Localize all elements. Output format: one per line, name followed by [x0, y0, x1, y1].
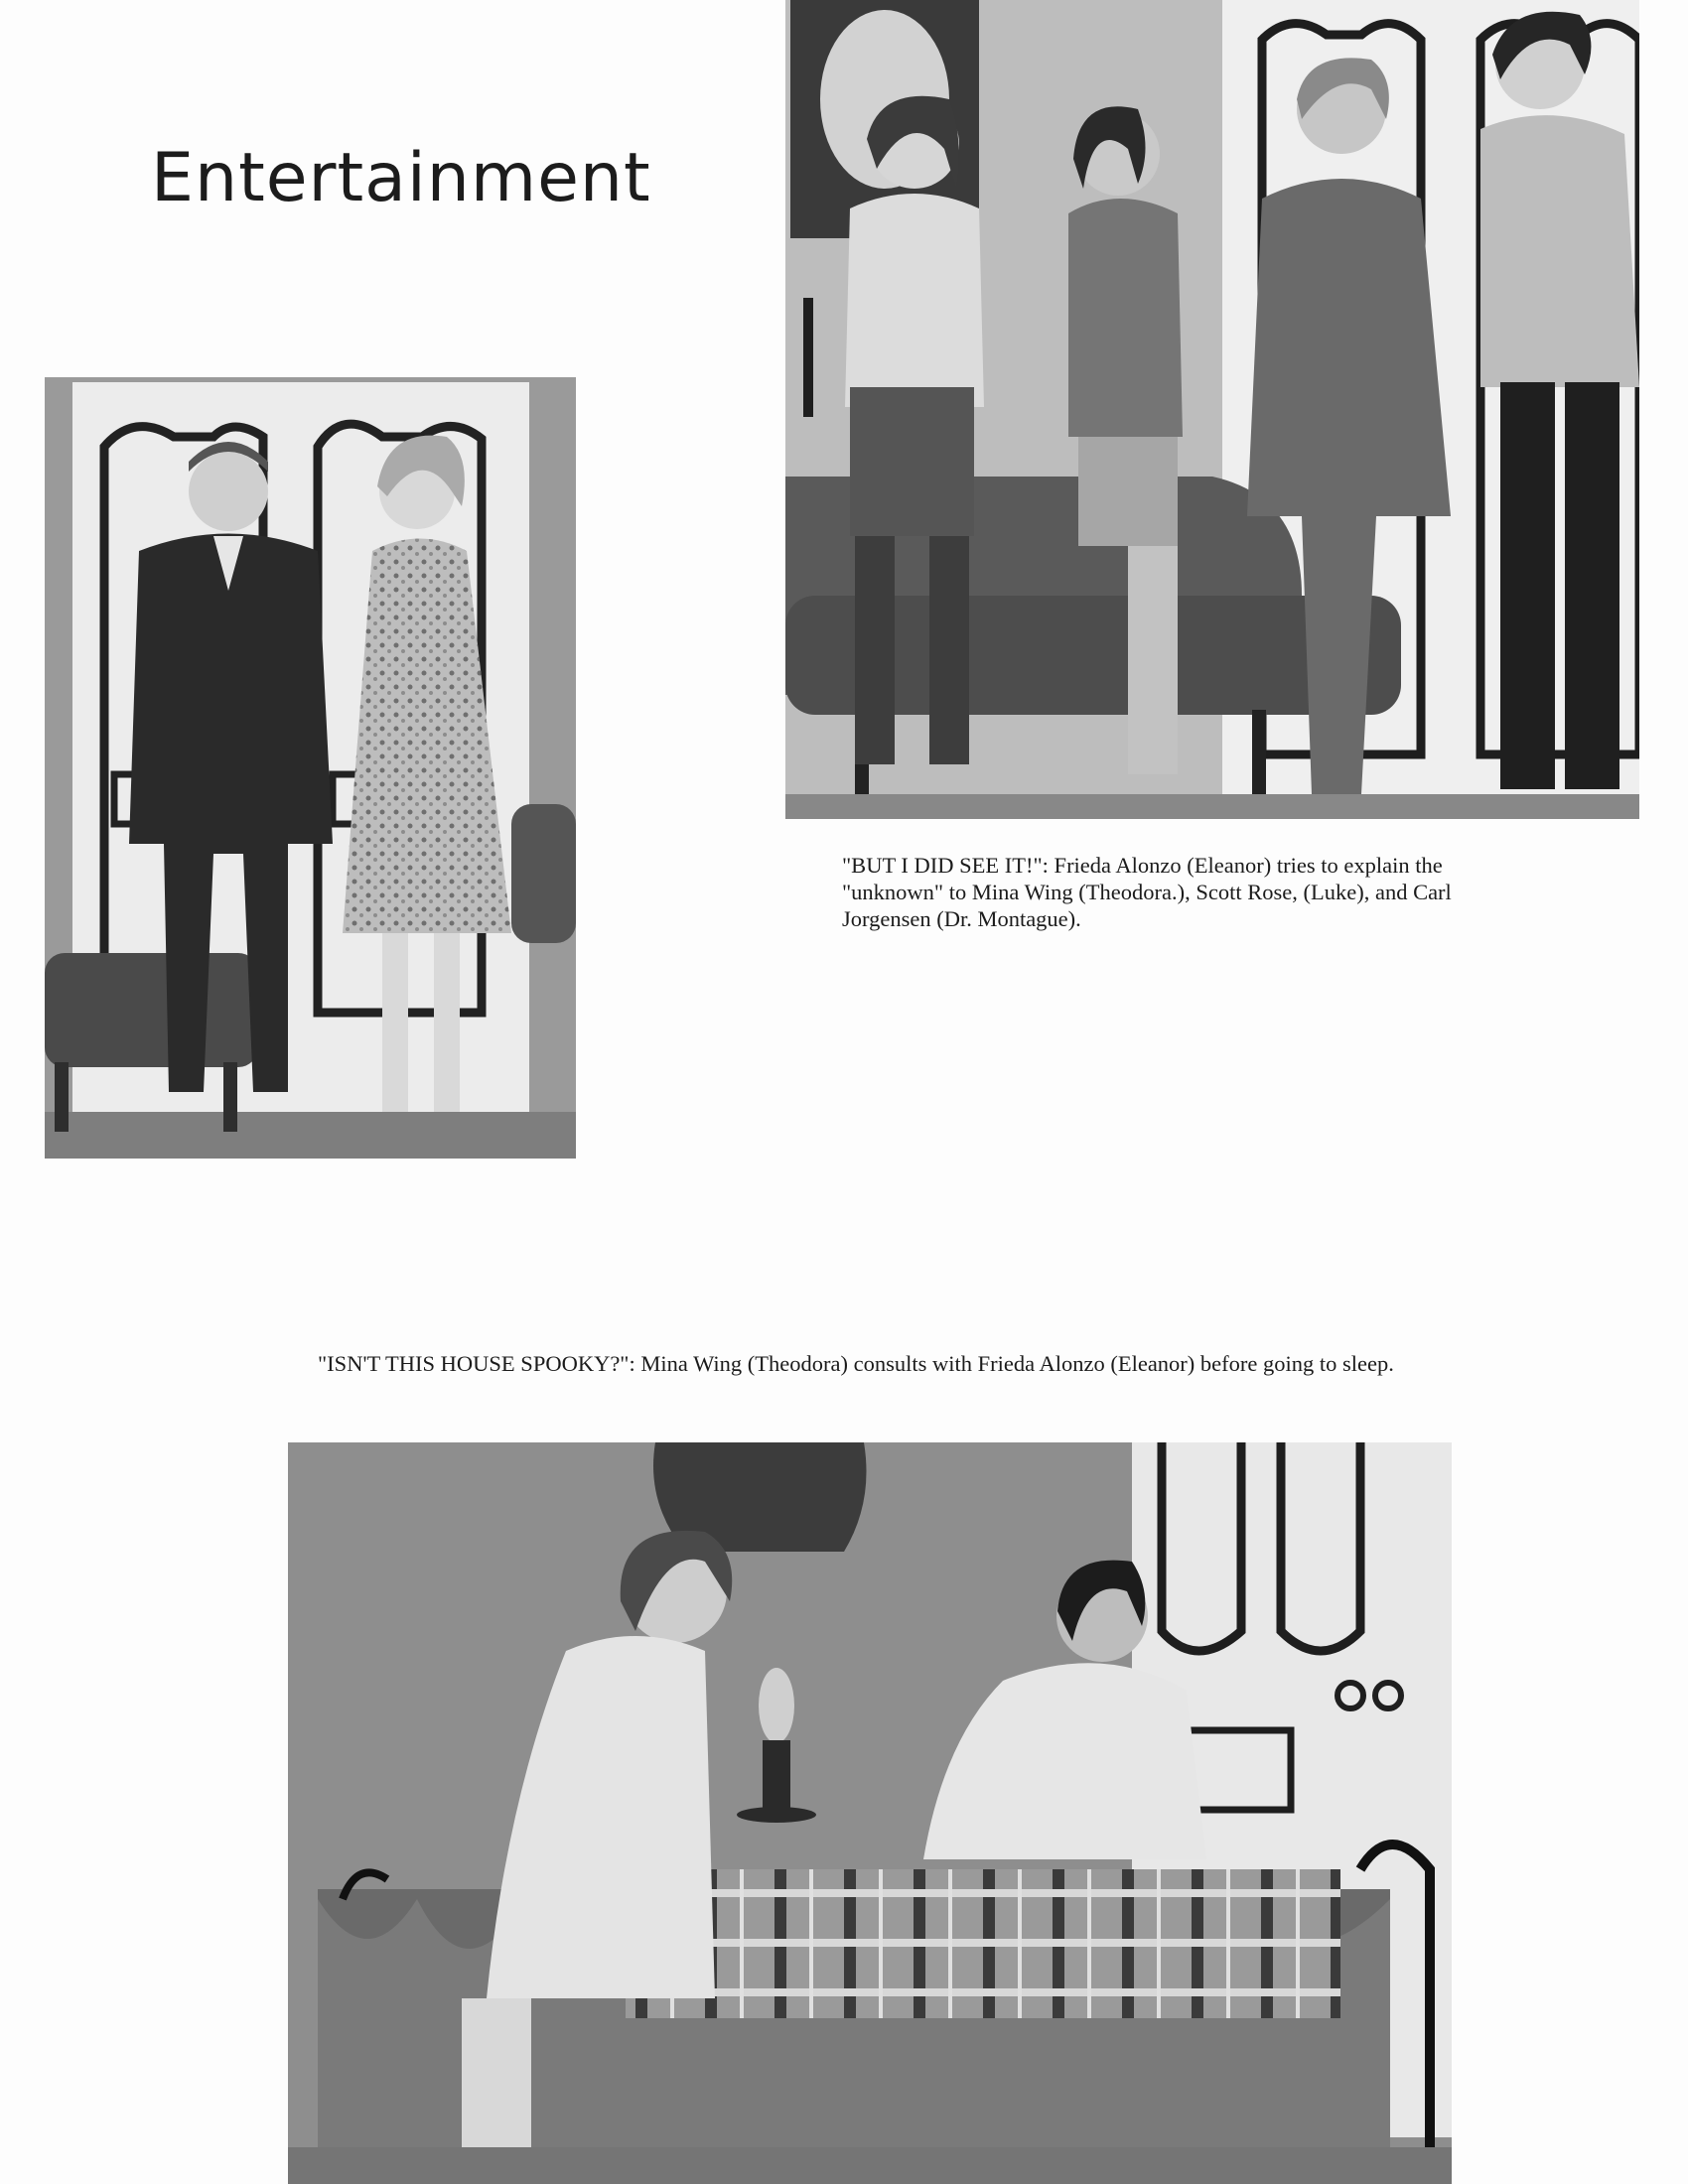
photo-caption-isnt-this-house-spooky: "ISN'T THIS HOUSE SPOOKY?": Mina Wing (Theodora) consults with Frieda Alonzo (Eleanor) before going to sleep.	[318, 1351, 1394, 1376]
group-scene-photo	[785, 0, 1639, 819]
page-title: Entertainment	[151, 139, 651, 217]
photo-caption-but-i-did-see-it: "BUT I DID SEE IT!": Frieda Alonzo (Eleanor) tries to explain the "unknown" to Mina Wing (Theodora.), Scott Rose, (Luke), and Carl Jorgensen (Dr. Montague).	[842, 853, 1452, 931]
bedroom-scene-photo	[288, 1442, 1452, 2184]
couple-on-stage-photo	[45, 377, 576, 1159]
